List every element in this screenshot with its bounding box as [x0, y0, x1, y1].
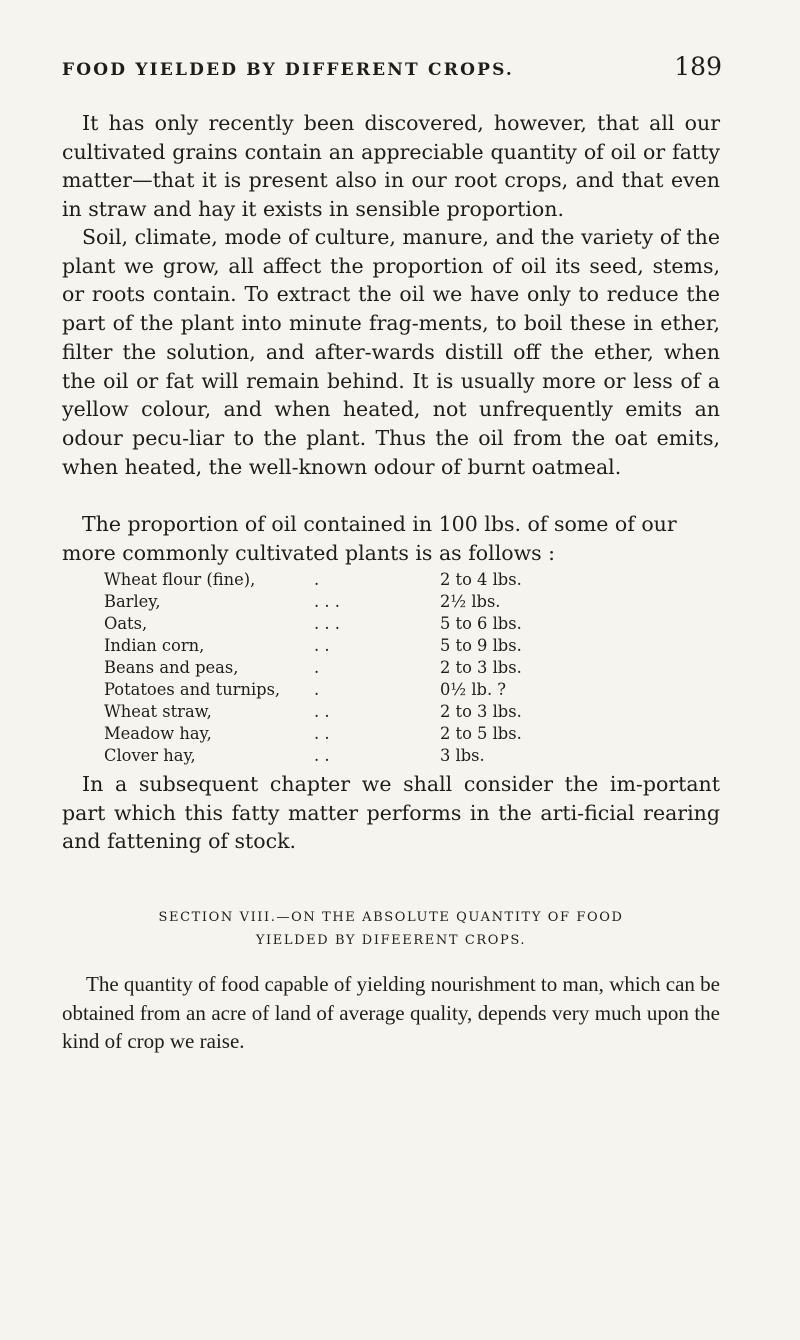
crop-name: Oats,: [104, 614, 148, 633]
crop-name: Clover hay,: [104, 746, 196, 765]
running-head: [62, 52, 722, 92]
oil-proportion-table: [104, 569, 664, 767]
page-number: 189: [674, 52, 722, 81]
oil-amount: 5 to 6 lbs.: [440, 614, 522, 633]
leader-dots: . . .: [314, 614, 340, 633]
oil-amount: 2 to 4 lbs.: [440, 570, 522, 589]
paragraph-oil-extraction: Soil, climate, mode of culture, manure, and the variety of the plant we grow, all affect the proportion of oil its seed, stems, or roots contain. To extract the oil we have only to reduce the part of the plant into minute frag-ments, to boil these in ether, filter the solution, and after-wards distill off the ether, when the oil or fat will remain behind. It is usually more or less of a yellow colour, and when heated, not unfrequently emits an odour pecu-liar to the plant. Thus the oil from the oat emits, when heated, the well-known odour of burnt oatmeal.: [62, 225, 720, 479]
crop-name: Barley,: [104, 592, 161, 611]
table-row: [104, 657, 664, 679]
paragraph-oil-proportion-intro: The proportion of oil contained in 100 lbs. of some of our more commonly cultivated plants is as follows :: [62, 512, 677, 565]
section-heading-line-2: YIELDED BY DIFEERENT CROPS.: [255, 933, 527, 948]
crop-name: Wheat flour (fine),: [104, 570, 256, 589]
leader-dots: .: [314, 570, 320, 589]
oil-amount: 2 to 3 lbs.: [440, 658, 522, 677]
leader-dots: .: [314, 680, 320, 699]
paragraph-subsequent-chapter: In a subsequent chapter we shall consider the im-portant part which this fatty matter performs in the arti-ficial rearing and fattening of stock.: [62, 772, 720, 854]
table-row: [104, 701, 664, 723]
section-heading-line-1: SECTION VIII.—ON THE ABSOLUTE QUANTITY OF FOOD: [158, 910, 624, 925]
paragraph-food-quantity: The quantity of food capable of yielding nourishment to man, which can be obtained from an acre of land of average quality, depends very much upon the kind of crop we raise.: [62, 972, 720, 1053]
leader-dots: . .: [314, 724, 330, 743]
running-title: FOOD YIELDED BY DIFFERENT CROPS.: [62, 60, 515, 80]
leader-dots: . .: [314, 702, 330, 721]
table-row: [104, 723, 664, 745]
table-row: [104, 745, 664, 767]
oil-amount: 2 to 5 lbs.: [440, 724, 522, 743]
crop-name: Wheat straw,: [104, 702, 212, 721]
paragraph-oil-discovery: It has only recently been discovered, however, that all our cultivated grains contain an appreciable quantity of oil or fatty matter—that it is present also in our root crops, and that even in straw and hay it exists in sensible proportion.: [62, 111, 720, 222]
leader-dots: . .: [314, 636, 330, 655]
table-row: [104, 569, 664, 591]
table-row: [104, 613, 664, 635]
oil-amount: 3 lbs.: [440, 746, 485, 765]
leader-dots: . . .: [314, 592, 340, 611]
crop-name: Potatoes and turnips,: [104, 680, 281, 699]
leader-dots: .: [314, 658, 320, 677]
crop-name: Beans and peas,: [104, 658, 239, 677]
oil-amount: 0½ lb. ?: [440, 680, 507, 699]
oil-amount: 2½ lbs.: [440, 592, 501, 611]
table-row: [104, 635, 664, 657]
table-row: [104, 591, 664, 613]
table-row: [104, 679, 664, 701]
leader-dots: . .: [314, 746, 330, 765]
crop-name: Indian corn,: [104, 636, 205, 655]
section-heading: [62, 906, 720, 952]
oil-amount: 5 to 9 lbs.: [440, 636, 522, 655]
oil-amount: 2 to 3 lbs.: [440, 702, 522, 721]
crop-name: Meadow hay,: [104, 724, 212, 743]
